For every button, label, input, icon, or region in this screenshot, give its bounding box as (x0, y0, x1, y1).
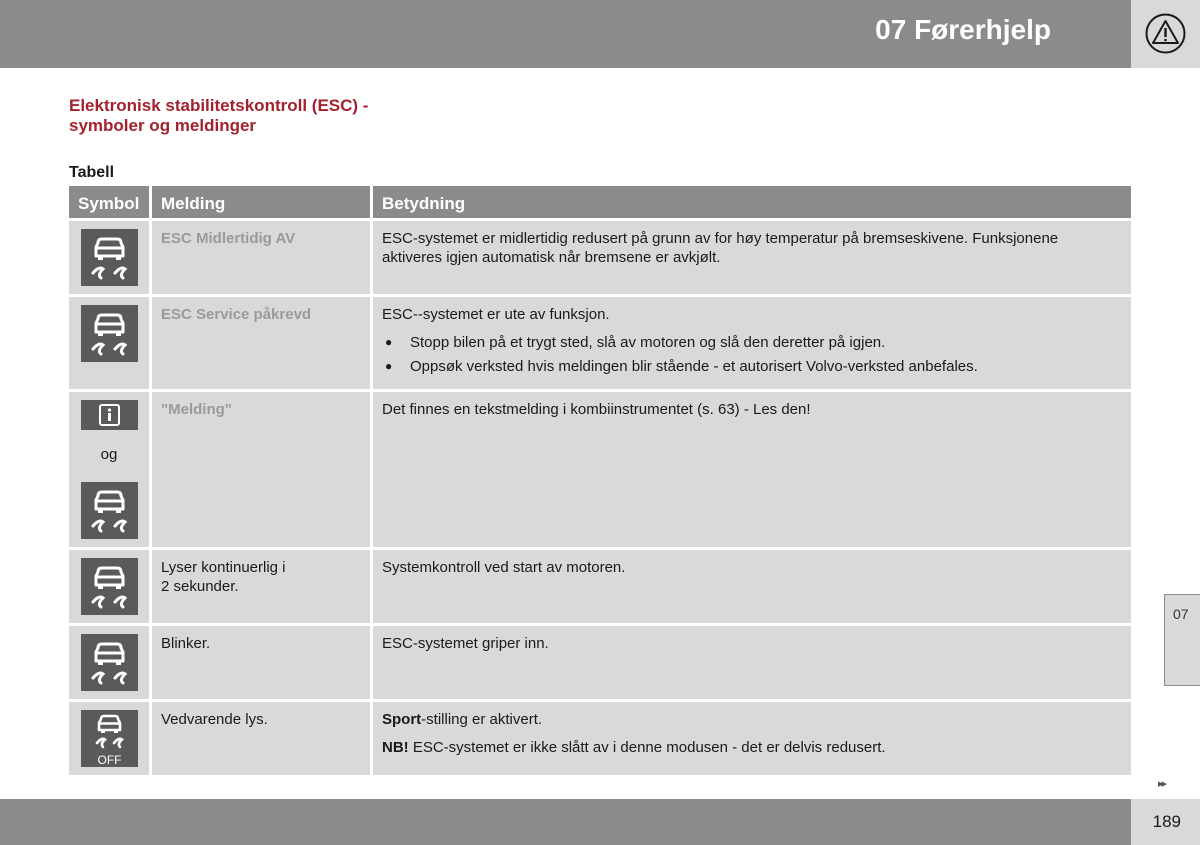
info-icon (81, 400, 138, 430)
meaning-cell: ESC-systemet er midlertidig redusert på grunn av for høy temperatur på bremseskivene. Funksjonene aktiveres igjen automatisk når bremsene er avkjølt. (373, 218, 1131, 294)
table-row (69, 294, 1131, 389)
meaning-paragraph (382, 710, 1122, 729)
message-cell (152, 218, 373, 294)
meaning-text: ESC-systemet er ikke slått av i denne modusen - det er delvis redusert. (408, 739, 886, 756)
meaning-text: ESC--systemet er ute av funksjon. (382, 306, 610, 323)
message-cell (152, 389, 373, 547)
symbol-cell (69, 294, 152, 389)
column-header-symbol: Symbol (69, 186, 152, 218)
warning-icon-box (1131, 0, 1200, 68)
chapter-tab-label: 07 (1173, 606, 1189, 622)
table-caption: Tabell (69, 164, 115, 181)
page-number: 189 (1152, 812, 1181, 831)
meaning-text: -stilling er aktivert. (421, 711, 543, 728)
list-item: ● Stopp bilen på et trygt sted, slå av motoren og slå den deretter på igjen. (382, 333, 1122, 352)
chapter-title: 07 Førerhjelp (875, 14, 1051, 45)
warning-triangle-icon (1145, 13, 1186, 54)
table-row (69, 389, 1131, 547)
message-text: "Melding" (161, 401, 232, 418)
page-number-box (1131, 799, 1200, 845)
table-row (69, 699, 1131, 775)
esc-skid-car-icon (81, 634, 138, 691)
column-header-meaning: Betydning (373, 186, 1131, 218)
message-text-line2: 2 sekunder. (161, 578, 239, 595)
esc-skid-car-icon (81, 482, 138, 539)
chapter-side-tab[interactable] (1164, 594, 1200, 686)
table-row (69, 547, 1131, 623)
table-row (69, 218, 1131, 294)
meaning-paragraph (382, 738, 1122, 757)
message-cell (152, 294, 373, 389)
meaning-cell: Systemkontroll ved start av motoren. (373, 547, 1131, 623)
symbol-cell (69, 699, 152, 775)
double-arrow-right-icon[interactable]: ▸▸ (1158, 778, 1166, 790)
column-header-message: Melding (152, 186, 373, 218)
footer-bar (0, 799, 1131, 845)
list-item: ● Oppsøk verksted hvis meldingen blir stående - et autorisert Volvo-verksted anbefales. (382, 357, 1122, 376)
meaning-cell (373, 294, 1131, 389)
section-title (69, 96, 368, 136)
meaning-cell: Det finnes en tekstmelding i kombiinstrumentet (s. 63) - Les den! (373, 389, 1131, 547)
esc-off-icon (81, 710, 138, 767)
message-cell: Blinker. (152, 623, 373, 699)
instruction-list (382, 333, 1122, 376)
meaning-bold: Sport (382, 711, 422, 728)
symbol-cell (69, 623, 152, 699)
table-row (69, 623, 1131, 699)
esc-off-label: OFF (97, 753, 121, 767)
table-header-row (69, 186, 1131, 218)
symbol-cell (69, 547, 152, 623)
meaning-cell (373, 699, 1131, 775)
esc-symbol-table (69, 186, 1131, 775)
section-title-line1: Elektronisk stabilitetskontroll (ESC) - (69, 96, 369, 115)
esc-skid-car-icon (81, 305, 138, 362)
note-label: NB! (382, 739, 409, 756)
symbol-cell (69, 218, 152, 294)
symbol-cell (69, 389, 152, 547)
esc-skid-car-icon (81, 558, 138, 615)
message-text: ESC Service påkrevd (161, 306, 312, 323)
header-bar (0, 0, 1131, 68)
message-text-line1: Lyser kontinuerlig i (161, 559, 286, 576)
section-title-line2: symboler og meldinger (69, 116, 257, 135)
message-text: ESC Midlertidig AV (161, 230, 296, 247)
message-cell: Vedvarende lys. (152, 699, 373, 775)
symbol-joiner-text: og (100, 446, 118, 463)
esc-skid-car-icon (81, 229, 138, 286)
message-cell (152, 547, 373, 623)
meaning-cell: ESC-systemet griper inn. (373, 623, 1131, 699)
